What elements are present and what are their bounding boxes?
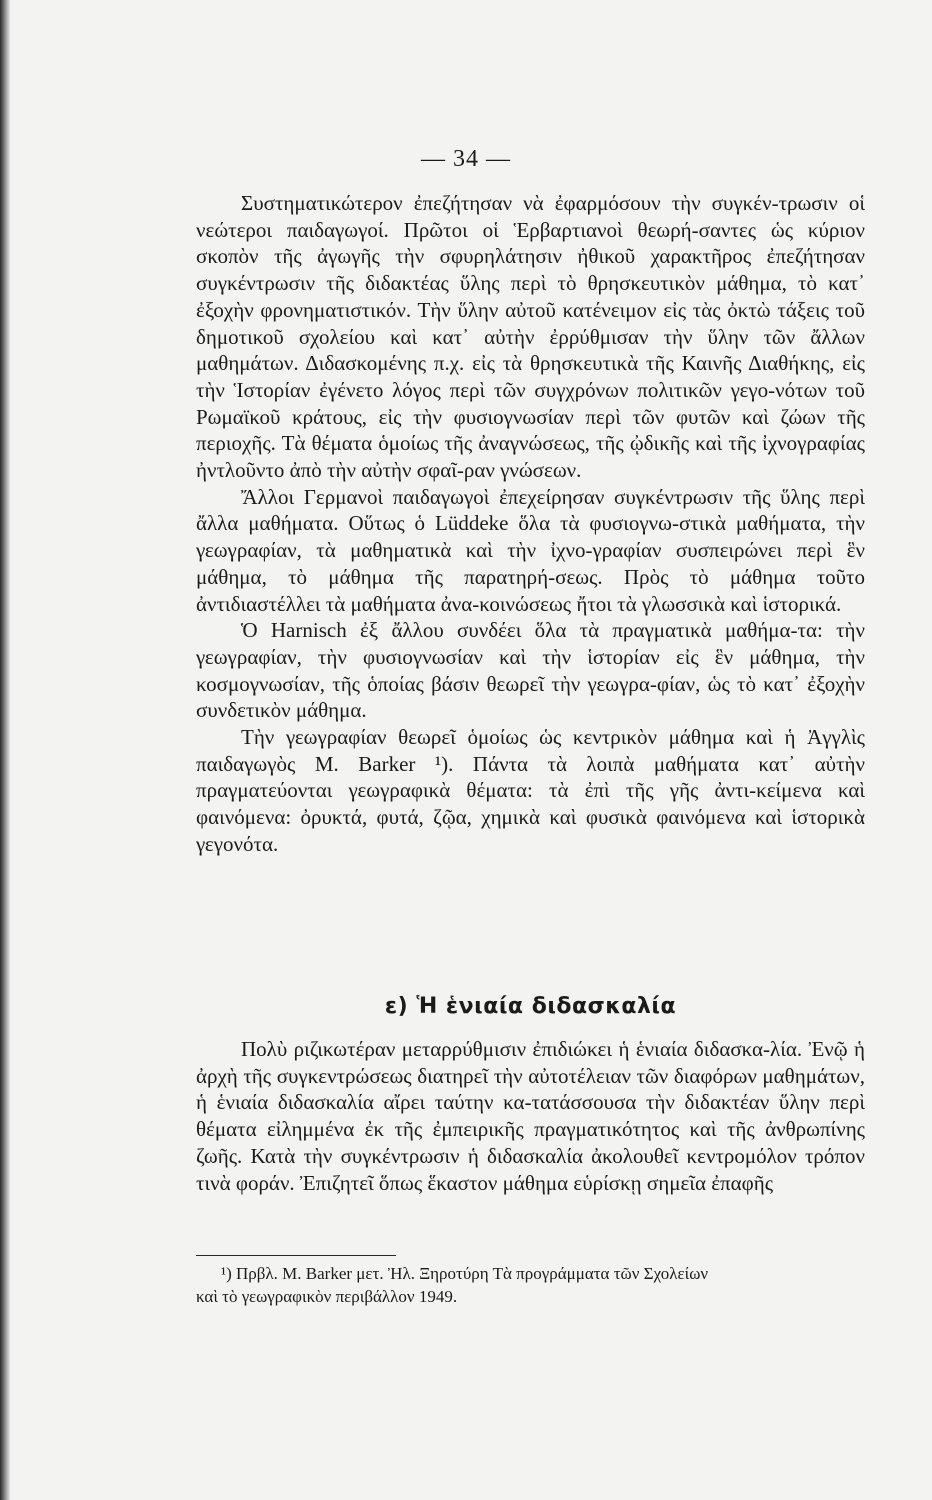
page-edge-shadow	[0, 0, 10, 1500]
paragraph-other-german-pedagogues: Ἄλλοι Γερμανοὶ παιδαγωγοὶ ἐπεχείρησαν συγκέντρωσιν τῆς ὕλης περὶ ἄλλα μαθήματα. Οὕτως ὁ Lüddeke ὅλα τὰ φυσιογνω-στικὰ μαθήματα, τὴν γεωγραφίαν, τὰ μαθηματικὰ καὶ τὴν ἰχνο-γραφίαν συσπειρώνει περὶ ἓν μάθημα, τὸ μάθημα τῆς παρατηρή-σεως. Πρὸς τὸ μάθημα τοῦτο ἀντιδιαστέλλει τὰ μαθήματα ἀνα-κοινώσεως ἤτοι τὰ γλωσσικὰ καὶ ἱστορικά.	[196, 484, 865, 616]
paragraph-harnisch: Ὁ Harnisch ἐξ ἄλλου συνδέει ὅλα τὰ πραγματικὰ μαθήμα-τα: τὴν γεωγραφίαν, τὴν φυσιογνωσίαν καὶ τὴν ἱστορίαν εἰς ἓν μάθημα, τὴν κοσμογνωσίαν, τῆς ὁποίας βάσιν θεωρεῖ τὴν γεωγρα-φίαν, ὡς τὸ κατ᾿ ἐξοχὴν συνδετικὸν μάθημα.	[196, 618, 865, 723]
footnote-line-1: ¹) Πρβλ. M. Barker μετ. Ἠλ. Ξηροτύρη Τὰ προγράμματα τῶν Σχολείων	[221, 1264, 709, 1283]
page-number: — 34 —	[421, 146, 511, 172]
paragraph-concentration-herbartians: Συστηματικώτερον ἐπεζήτησαν νὰ ἐφαρμόσουν τὴν συγκέν-τρωσιν οἱ νεώτεροι παιδαγωγοί. Πρῶτοι οἱ Ἑρβαρτιανοὶ θεωρή-σαντες ὡς κύριον σκοπὸν τῆς ἀγωγῆς τὴν σφυρηλάτησιν ἠθικοῦ χαρακτῆρος ἐπεζήτησαν συγκέντρωσιν τῆς διδακτέας ὕλης περὶ τὸ θρησκευτικὸν μάθημα, τὸ κατ᾿ ἐξοχὴν φρονηματιστικόν. Τὴν ὕλην αὐτοῦ κατένειμον εἰς τὰς ὀκτὼ τάξεις τοῦ δημοτικοῦ σχολείου καὶ κατ᾿ αὐτὴν ἐρρύθμισαν τὴν ὕλην τῶν ἄλλων μαθημάτων. Διδασκομένης π.χ. εἰς τὰ θρησκευτικὰ τῆς Καινῆς Διαθήκης, εἰς τὴν Ἱστορίαν ἐγένετο λόγος περὶ τῶν συγχρόνων πολιτικῶν γεγο-νότων τοῦ Ρωμαϊκοῦ κράτους, εἰς τὴν φυσιογνωσίαν περὶ τῶν φυτῶν καὶ ζώων τῆς περιοχῆς. Τὰ θέματα ὁμοίως τῆς ἀναγνώσεως, τῆς ᾠδικῆς καὶ τῆς ἰχνογραφίας ἠντλοῦντο ἀπὸ τὴν αὐτὴν σφαῖ-ραν γνώσεων.	[196, 191, 865, 483]
paragraph-unified-teaching: Πολὺ ριζικωτέραν μεταρρύθμισιν ἐπιδιώκει ἡ ἑνιαία διδασκα-λία. Ἐνῷ ἡ ἀρχὴ τῆς συγκεντρώσεως διατηρεῖ τὴν αὐτοτέλειαν τῶν διαφόρων μαθημάτων, ἡ ἑνιαία διδασκαλία αἴρει ταύτην κα-τατάσσουσα τὴν διδακτέαν ὕλην περὶ θέματα εἰλημμένα ἐκ τῆς ἐμπειρικῆς πραγματικότητος καὶ τῆς ἀνθρωπίνης ζωῆς. Κατὰ τὴν συγκέντρωσιν ἡ διδασκαλία ἀκολουθεῖ κεντρομόλον τρόπον τινὰ φοράν. Ἐπιζητεῖ ὅπως ἕκαστον μάθημα εὑρίσκῃ σημεῖα ἐπαφῆς	[196, 1037, 865, 1195]
main-text-bottom	[196, 1036, 865, 1196]
footnote	[196, 1262, 865, 1308]
footnote-divider	[196, 1255, 396, 1256]
paragraph-barker: Τὴν γεωγραφίαν θεωρεῖ ὁμοίως ὡς κεντρικὸν μάθημα καὶ ἡ Ἀγγλὶς παιδαγωγὸς M. Barker ¹). Πάντα τὰ λοιπὰ μαθήματα κατ᾿ αὐτὴν πραγματεύονται γεωγραφικὰ θέματα: τὰ ἐπὶ τῆς γῆς ἀντι-κείμενα καὶ φαινόμενα: ὀρυκτά, φυτά, ζῷα, χημικὰ καὶ φυσικὰ φαινόμενα καὶ ἱστορικὰ γεγονότα.	[196, 725, 865, 856]
main-text-top	[196, 190, 865, 858]
footnote-line-2: καὶ τὸ γεωγραφικὸν περιβάλλον 1949.	[196, 1287, 458, 1306]
section-heading: ε) Ἡ ἑνιαία διδασκαλία	[384, 994, 677, 1019]
